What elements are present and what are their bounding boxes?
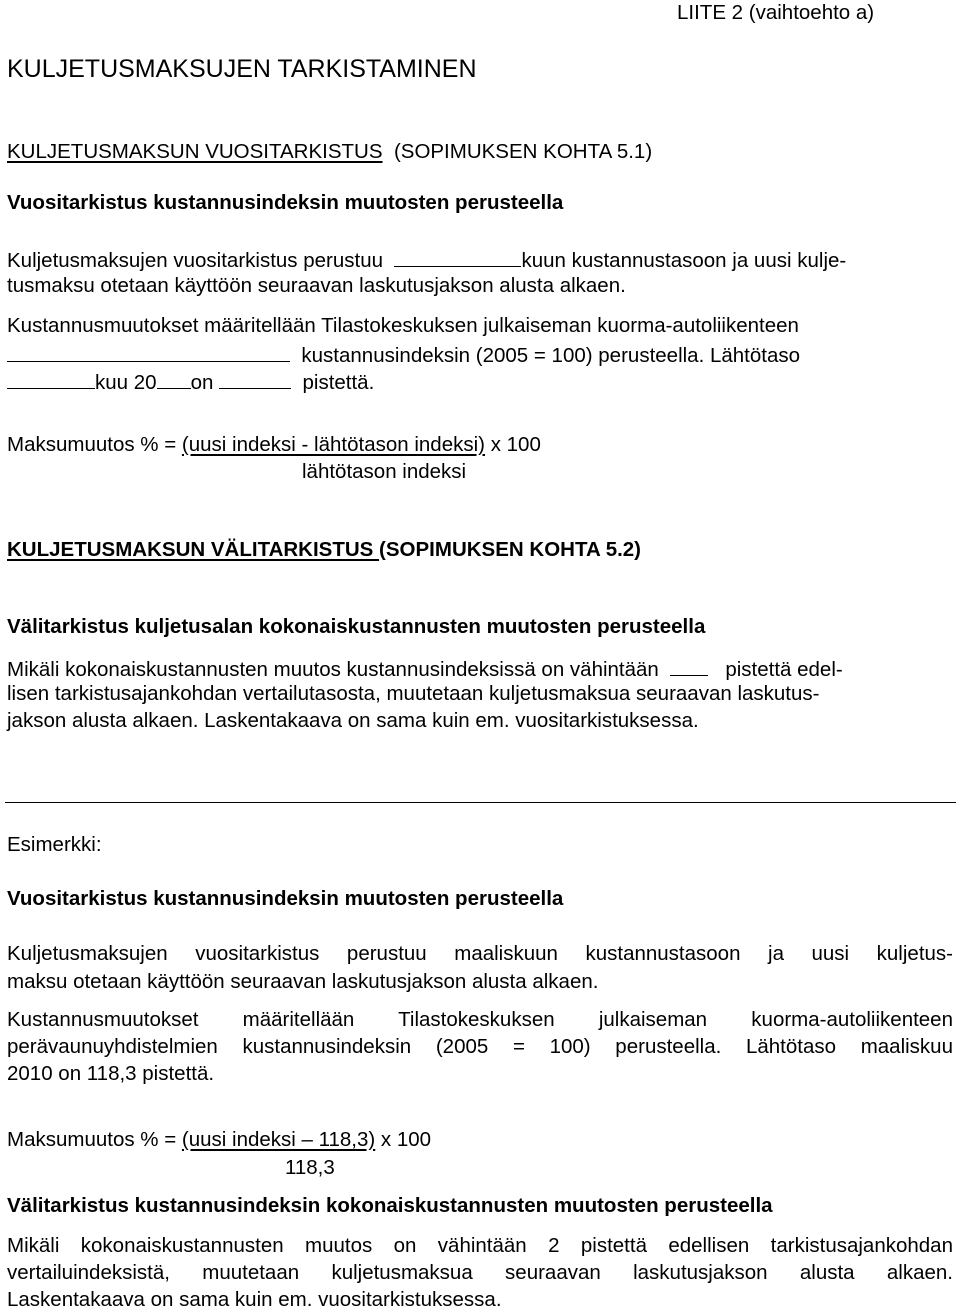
baseline-month-blank bbox=[7, 370, 95, 389]
example-p3-line1: Mikäli kokonaiskustannusten muutos on vähintään 2 pistettä edellisen tarkistusajankohdan bbox=[7, 1234, 953, 1257]
annual-heading-rest: (SOPIMUKSEN KOHTA 5.1) bbox=[393, 140, 653, 163]
formula-numerator: (uusi indeksi - lähtötason indeksi) bbox=[181, 433, 485, 456]
example-formula: Maksumuutos % = (uusi indeksi – 118,3) x 100 bbox=[7, 1128, 432, 1151]
month-blank bbox=[394, 248, 521, 267]
annual-p2-line2: kustannusindeksin (2005 = 100) perusteella. Lähtötaso bbox=[7, 343, 800, 367]
interim-p-line3: jakson alusta alkaen. Laskentakaava on sama kuin em. vuositarkistuksessa. bbox=[7, 709, 699, 732]
annual-p2-line3: kuu 20 on pistettä. bbox=[7, 370, 374, 394]
annual-heading bbox=[7, 142, 652, 163]
baseline-points-blank bbox=[219, 370, 291, 389]
annual-formula: Maksumuutos % = (uusi indeksi - lähtötason indeksi) x 100 bbox=[7, 433, 541, 456]
interim-heading: KULJETUSMAKSUN VÄLITARKISTUS (SOPIMUKSEN KOHTA 5.2) bbox=[7, 538, 642, 561]
points-blank bbox=[670, 657, 708, 676]
formula-denominator: lähtötason indeksi bbox=[302, 460, 467, 483]
example-p2-line1: Kustannusmuutokset määritellään Tilastokeskuksen julkaiseman kuorma-autoliikenteen bbox=[7, 1008, 953, 1031]
example-label: Esimerkki: bbox=[7, 833, 102, 856]
example-p1-line1: Kuljetusmaksujen vuositarkistus perustuu maaliskuun kustannustasoon ja uusi kuljetus- bbox=[7, 942, 953, 965]
annual-p1-line2: tusmaksu otetaan käyttöön seuraavan laskutusjakson alusta alkaen. bbox=[7, 274, 626, 297]
example-p2-line2: perävaunuyhdistelmien kustannusindeksin (2005 = 100) perusteella. Lähtötaso maaliskuu bbox=[7, 1035, 953, 1058]
example-p3-line2: vertailuindeksistä, muutetaan kuljetusmaksua seuraavan laskutusjakson alusta alkaen. bbox=[7, 1261, 953, 1284]
example-p2-line3: 2010 on 118,3 pistettä. bbox=[7, 1062, 215, 1085]
example-p3-line3: Laskentakaava on sama kuin em. vuositarkistuksessa. bbox=[7, 1288, 502, 1311]
example-p1-line2: maksu otetaan käyttöön seuraavan laskutusjakson alusta alkaen. bbox=[7, 970, 599, 993]
annual-heading-underlined: KULJETUSMAKSUN VUOSITARKISTUS bbox=[7, 140, 383, 163]
example-subheading-interim: Välitarkistus kustannusindeksin kokonaiskustannusten muutosten perusteella bbox=[7, 1194, 773, 1217]
appendix-label: LIITE 2 (vaihtoehto a) bbox=[677, 1, 875, 24]
main-title: KULJETUSMAKSUJEN TARKISTAMINEN bbox=[7, 55, 477, 83]
example-subheading-annual: Vuositarkistus kustannusindeksin muutosten perusteella bbox=[7, 887, 564, 910]
baseline-year-blank bbox=[157, 370, 191, 389]
annual-subheading: Vuositarkistus kustannusindeksin muutosten perusteella bbox=[7, 191, 564, 214]
example-formula-numerator: (uusi indeksi – 118,3) bbox=[181, 1128, 376, 1151]
interim-subheading: Välitarkistus kuljetusalan kokonaiskustannusten muutosten perusteella bbox=[7, 615, 706, 638]
interim-p-line1: Mikäli kokonaiskustannusten muutos kustannusindeksissä on vähintään pistettä edel- bbox=[7, 658, 843, 681]
divider-line bbox=[5, 802, 956, 803]
index-blank bbox=[7, 343, 290, 362]
example-formula-denominator: 118,3 bbox=[285, 1156, 335, 1179]
annual-p1-line1: Kuljetusmaksujen vuositarkistus perustuu kuun kustannustasoon ja uusi kulje- bbox=[7, 249, 847, 272]
annual-p2-line1: Kustannusmuutokset määritellään Tilastokeskuksen julkaiseman kuorma-autoliikenteen bbox=[7, 314, 799, 337]
interim-p-line2: lisen tarkistusajankohdan vertailutasosta, muutetaan kuljetusmaksua seuraavan laskutus- bbox=[7, 682, 820, 705]
